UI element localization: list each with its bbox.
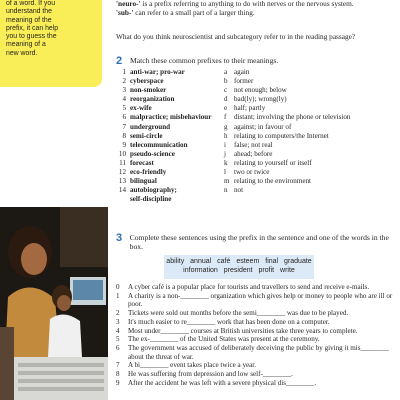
sentence-item	[116, 283, 396, 292]
sentence-text: A charity is a non-________ organization which gives help or money to people who are ill or poor.	[128, 291, 393, 309]
meaning-letter: g	[224, 122, 228, 131]
item-number: 6	[122, 113, 126, 122]
meaning-letter: i	[224, 140, 226, 149]
meaning-text: against; in favour of	[234, 122, 292, 131]
meaning-text: half; partly	[234, 104, 266, 113]
tip-line: you to guess the	[6, 33, 57, 41]
sentence-list	[116, 283, 396, 387]
meaning-letter: b	[224, 77, 228, 86]
box-word: graduate	[284, 258, 312, 265]
sentence-number: 6	[116, 343, 120, 352]
list-item	[116, 150, 396, 159]
list-item	[116, 113, 396, 122]
box-word: esteem	[236, 258, 260, 265]
sentence-item	[116, 327, 396, 336]
meaning-text: two or twice	[234, 168, 270, 177]
tip-line: new word.	[6, 49, 38, 57]
meaning-text: relating to computers/the Internet	[234, 131, 329, 140]
list-item	[116, 104, 396, 113]
sentence-number: 9	[116, 378, 120, 387]
list-item	[116, 195, 396, 204]
sentence-text: After the accident he was left with a severe physical dis________.	[128, 378, 317, 387]
exercise-2-heading	[116, 56, 278, 66]
sentence-text: A bi________ event takes place twice a year.	[128, 361, 257, 370]
tip-line: meaning of the	[6, 16, 52, 24]
students-computer-photo	[0, 207, 108, 400]
prefix-word: telecommunication	[130, 140, 188, 149]
prefix-word: self-discipline	[130, 195, 172, 204]
meaning-letter: j	[224, 149, 226, 158]
exercise-number: 2	[116, 55, 123, 67]
sentence-text: A cyber café is a popular place for tourists and travellers to send and receive e-mails.	[128, 283, 370, 291]
list-item	[116, 68, 396, 77]
prefix-meaning: is a prefix referring to anything to do with nerves or the nervous system.	[140, 0, 354, 8]
meaning-letter: k	[224, 158, 228, 167]
prefix-word: reorganization	[130, 95, 175, 104]
word-box-row	[164, 257, 314, 266]
sentence-item	[116, 318, 396, 327]
item-number: 7	[122, 122, 126, 131]
sentence-item	[116, 344, 396, 361]
sentence-item	[116, 335, 396, 344]
sentence-item	[116, 292, 396, 309]
box-word: final	[265, 258, 279, 265]
meaning-text: false; not real	[234, 140, 273, 149]
prefix-word: underground	[130, 122, 171, 131]
meaning-text: relating to yourself or itself	[234, 158, 312, 167]
sentence-number: 5	[116, 335, 120, 344]
item-number: 13	[118, 177, 126, 186]
photo-illustration	[0, 207, 108, 400]
sentence-number: 0	[116, 283, 120, 291]
meaning-letter: l	[224, 168, 226, 177]
meaning-letter: c	[224, 86, 228, 95]
prefix-term: 'neuro-'	[116, 0, 141, 8]
prefix-word: ex-wife	[130, 104, 152, 113]
meaning-letter: a	[224, 68, 228, 76]
sentence-number: 7	[116, 361, 120, 370]
meaning-text: not	[234, 186, 244, 195]
exercise-instruction: Match these common prefixes to their meanings.	[130, 56, 279, 65]
exercise-number: 3	[116, 232, 123, 244]
meaning-letter: e	[224, 104, 228, 113]
item-number: 8	[122, 131, 126, 140]
prefix-word: anti-war; pro-war	[130, 68, 185, 76]
prefix-word: non-smoker	[130, 86, 167, 95]
item-number: 12	[118, 168, 126, 177]
meaning-text	[234, 195, 394, 204]
item-number: 4	[122, 95, 126, 104]
meaning-letter: h	[224, 131, 228, 140]
box-word: café	[217, 258, 231, 265]
list-item	[116, 159, 396, 168]
item-number	[116, 195, 126, 204]
box-word: write	[280, 267, 295, 274]
box-word: annual	[190, 258, 212, 265]
sentence-item	[116, 309, 396, 318]
meaning-letter: n	[224, 186, 228, 195]
list-item	[116, 86, 396, 95]
item-number: 1	[122, 68, 126, 76]
item-number: 11	[119, 158, 126, 167]
list-item	[116, 186, 396, 195]
matching-list	[116, 68, 396, 204]
prefix-word: malpractice; misbehaviour	[130, 113, 212, 122]
prefix-word: semi-circle	[130, 131, 163, 140]
prefix-meaning: can refer to a small part of a larger thing.	[133, 7, 255, 17]
prefix-definitions	[116, 0, 396, 17]
tip-line: meaning of a	[6, 41, 46, 49]
prefix-word: forecast	[130, 158, 154, 167]
prefix-word: pseudo-science	[130, 149, 175, 158]
sentence-text: He was suffering from depression and low self-________.	[128, 370, 293, 379]
sentence-text: Tickets were sold out months before the semi________ was due to be played.	[128, 309, 349, 318]
item-number: 14	[118, 186, 126, 195]
sentence-number: 8	[116, 370, 120, 379]
box-word: profit	[258, 267, 275, 274]
sentence-number: 3	[116, 317, 120, 326]
list-item	[116, 177, 396, 186]
sentence-item	[116, 361, 396, 370]
meaning-text: bad(ly); wrong(ly)	[234, 95, 287, 104]
tip-text	[6, 0, 100, 58]
reading-question: What do you think neuroscientist and subcategory refer to in the reading passage?	[116, 32, 356, 41]
meaning-text: relating to the environment	[234, 177, 312, 186]
exercise-instruction: Complete these sentences using the prefix in the sentence and one of the words in the box.	[129, 233, 389, 251]
meaning-text: ahead; before	[234, 149, 273, 158]
sentence-item	[116, 379, 396, 388]
item-number: 5	[122, 104, 126, 113]
sentence-text: Most under________ courses at British universities take three years to complete.	[128, 326, 358, 335]
tip-line: prefix, it can help	[6, 24, 59, 32]
box-word: ability	[166, 258, 185, 265]
prefix-word: autobiography;	[130, 186, 177, 195]
word-box-row	[164, 266, 314, 275]
prefix-word: cyberspace	[130, 77, 164, 86]
prefix-word: bilingual	[130, 177, 157, 186]
sentence-number: 1	[116, 291, 120, 300]
meaning-letter	[224, 195, 234, 204]
word-box	[164, 255, 314, 279]
item-number: 10	[118, 149, 126, 158]
tip-line: understand the	[6, 8, 52, 16]
sentence-number: 2	[116, 309, 120, 318]
meaning-text: again	[234, 68, 250, 76]
box-word: president	[223, 267, 253, 274]
meaning-text: not enough; below	[234, 86, 287, 95]
box-word: information	[183, 267, 218, 274]
tip-line: of a word. If you	[6, 0, 56, 7]
sentence-number: 4	[116, 326, 120, 335]
item-number: 2	[122, 77, 126, 86]
item-number: 3	[122, 86, 126, 95]
meaning-letter: d	[224, 95, 228, 104]
sentence-text: It's much easier to re________ work that has been done on a computer.	[128, 317, 330, 326]
exercise-3-heading	[116, 233, 396, 251]
meaning-letter: m	[224, 177, 230, 186]
list-item	[116, 123, 396, 132]
list-item	[116, 77, 396, 86]
sentence-text: The ex-________ of the United States was present at the ceremony.	[128, 335, 320, 344]
definition-sub	[116, 9, 396, 18]
item-number: 9	[122, 140, 126, 149]
list-item	[116, 132, 396, 141]
list-item	[116, 141, 396, 150]
sentence-text: The government was accused of deliberately deceiving the public by giving it mis________ about the threat of war.	[128, 343, 389, 361]
list-item	[116, 95, 396, 104]
meaning-text: distant; involving the phone or television	[234, 113, 351, 122]
prefix-term: 'sub-'	[116, 7, 134, 17]
sentence-item	[116, 370, 396, 379]
tip-box	[0, 0, 102, 87]
prefix-word: eco-friendly	[130, 168, 167, 177]
meaning-letter: f	[224, 113, 227, 122]
list-item	[116, 168, 396, 177]
meaning-text: former	[234, 77, 254, 86]
